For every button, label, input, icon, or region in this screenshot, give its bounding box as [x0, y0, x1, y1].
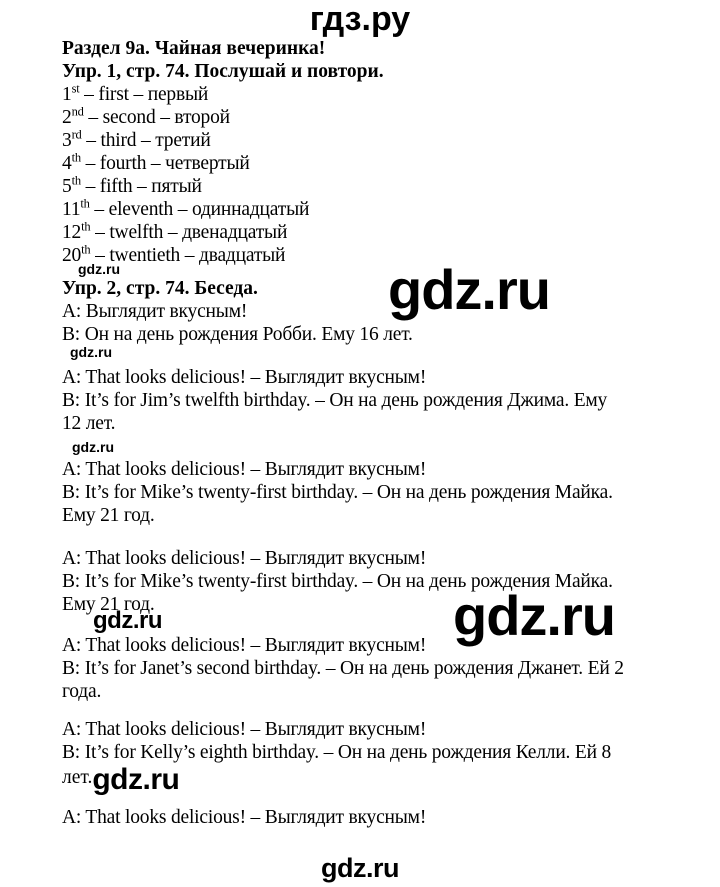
exercise1-heading: Упр. 1, стр. 74. Послушай и повтори. — [62, 61, 384, 82]
ordinal-suffix: th — [71, 173, 81, 188]
ordinal-number: 5 — [62, 176, 72, 197]
gdz-watermark-large-1: gdz.ru — [388, 258, 550, 321]
dialogue-line: лет. — [62, 767, 93, 788]
ordinal-number: 20 — [62, 245, 82, 266]
dialogue-line: A: That looks delicious! – Выглядит вкусным! — [62, 635, 427, 656]
ordinal-suffix: st — [71, 81, 80, 96]
ordinal-suffix: rd — [71, 127, 82, 142]
ordinal-text: – eleventh – одиннадцатый — [89, 199, 310, 220]
ordinal-number: 3 — [62, 130, 72, 151]
ordinal-suffix: th — [81, 242, 91, 257]
site-logo: гдз.ру — [309, 0, 411, 38]
dialogue-line: Ему 21 год. — [62, 594, 155, 615]
dialogue-line: A: That looks delicious! – Выглядит вкусным! — [62, 719, 427, 740]
ordinal-row-2 — [62, 106, 682, 129]
dialogue-line: A: That looks delicious! – Выглядит вкусным! — [62, 367, 427, 388]
ordinal-text: – fourth – четвертый — [80, 153, 250, 174]
dialogue-line: B: It’s for Janet’s second birthday. – Он на день рождения Джанет. Ей 2 — [62, 658, 624, 679]
ordinal-text: – third – третий — [81, 130, 211, 151]
gdz-watermark-medium-1: gdz.ru — [93, 607, 162, 634]
dialogue-line: A: That looks delicious! – Выглядит вкусным! — [62, 807, 427, 828]
ordinal-text: – second – второй — [83, 107, 230, 128]
ordinal-suffix: th — [80, 196, 90, 211]
section-title: Раздел 9а. Чайная вечеринка! — [62, 38, 326, 59]
dialogue-line-with-watermark — [62, 764, 682, 796]
ordinal-number: 2 — [62, 107, 72, 128]
ordinal-number: 12 — [62, 222, 82, 243]
dialogue-line: B: It’s for Mike’s twenty-first birthday. – Он на день рождения Майка. — [62, 482, 613, 503]
ordinal-text: – fifth – пятый — [80, 176, 202, 197]
ordinal-number: 1 — [62, 84, 72, 105]
paragraph-gap — [62, 796, 682, 806]
dialogue-line: A: Выглядит вкусным! — [62, 301, 248, 322]
dialogue-line: B: Он на день рождения Робби. Ему 16 лет. — [62, 324, 413, 345]
paragraph-gap — [62, 703, 682, 718]
gdz-watermark-small-2: gdz.ru — [70, 344, 112, 360]
paragraph-gap — [62, 527, 682, 547]
ordinal-number: 4 — [62, 153, 72, 174]
ordinal-text: – twentieth – двадцатый — [90, 245, 286, 266]
ordinal-row-3 — [62, 129, 682, 152]
footer-logo: gdz.ru — [321, 853, 399, 883]
answer-content — [62, 37, 682, 829]
ordinal-number: 11 — [62, 199, 81, 220]
ordinal-text: – first – первый — [79, 84, 209, 105]
ordinal-suffix: th — [81, 219, 91, 234]
ordinal-suffix: th — [71, 150, 81, 165]
dialogue-line: A: That looks delicious! – Выглядит вкусным! — [62, 459, 427, 480]
ordinal-row-5 — [62, 175, 682, 198]
ordinal-text: – twelfth – двенадцатый — [90, 222, 288, 243]
gdz-watermark-small-1: gdz.ru — [78, 261, 120, 277]
dialogue-line: Ему 21 год. — [62, 505, 155, 526]
gdz-watermark-medium-2: gdz.ru — [92, 763, 180, 796]
ordinal-row-4 — [62, 152, 682, 175]
dialogue-line: A: That looks delicious! – Выглядит вкусным! — [62, 548, 427, 569]
ordinal-suffix: nd — [71, 104, 84, 119]
dialogue-line: B: It’s for Jim’s twelfth birthday. – Он на день рождения Джима. Ему — [62, 390, 608, 411]
ordinal-row-1 — [62, 83, 682, 106]
dialogue-line: B: It’s for Mike’s twenty-first birthday. – Он на день рождения Майка. — [62, 571, 613, 592]
ordinal-row-11 — [62, 198, 682, 221]
dialogue-line: B: It’s for Kelly’s eighth birthday. – Он на день рождения Келли. Ей 8 — [62, 742, 612, 763]
gdz-watermark-large-2: gdz.ru — [453, 584, 615, 647]
gdz-watermark-small-3: gdz.ru — [72, 439, 114, 455]
exercise2-heading: Упр. 2, стр. 74. Беседа. — [62, 278, 258, 299]
dialogue-line: 12 лет. — [62, 413, 116, 434]
dialogue-line: года. — [62, 681, 102, 702]
ordinal-row-12 — [62, 221, 682, 244]
